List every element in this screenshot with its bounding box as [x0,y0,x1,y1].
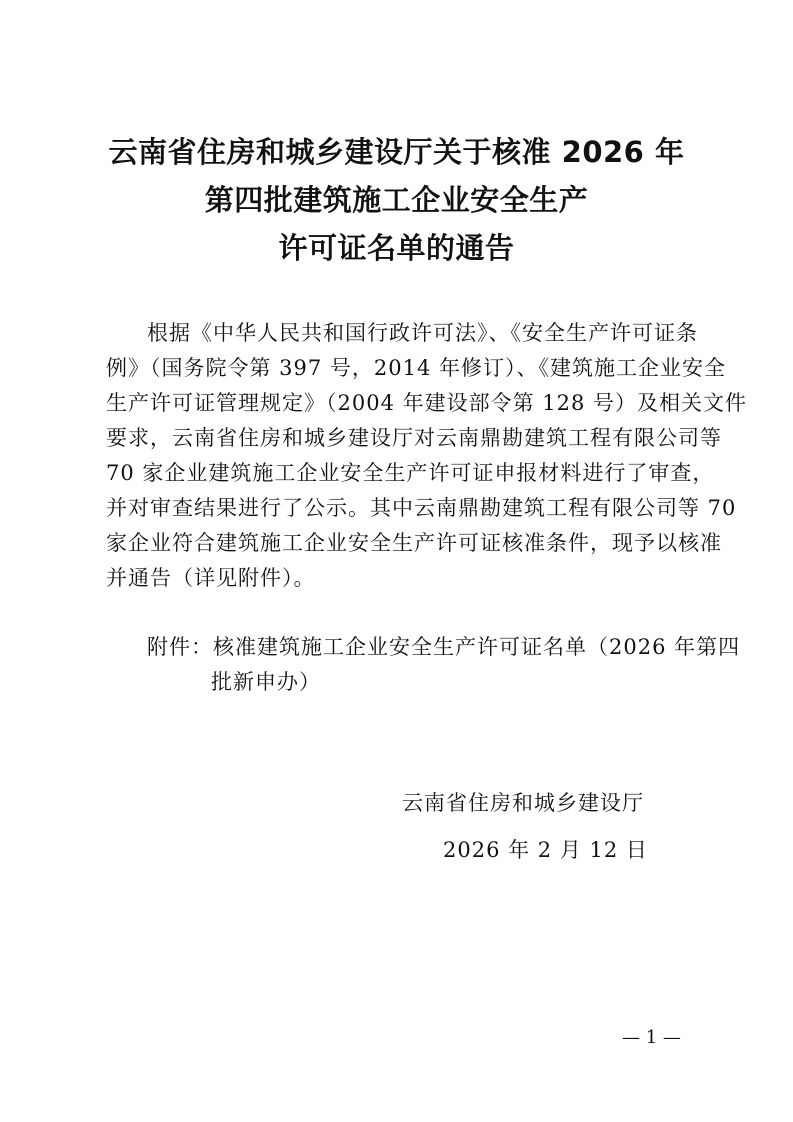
title-line-1: 云南省住房和城乡建设厅关于核准 2026 年 [108,135,685,169]
body-line-3: 生产许可证管理规定》（2004 年建设部令第 128 号）及相关文件 [106,391,748,415]
page-number: — 1 — [622,1027,681,1048]
body-line-6: 并对审查结果进行了公示。其中云南鼎勘建筑工程有限公司等 70 [106,496,737,520]
body-line-1: 根据《中华人民共和国行政许可法》、《安全生产许可证条 [147,321,698,345]
body-line-8: 并通告（详见附件）。 [106,566,316,590]
title-line-3: 许可证名单的通告 [278,231,515,265]
attachment-line-1: 附件：核准建筑施工企业安全生产许可证名单（2026 年第四 [147,635,741,659]
signature-date: 2026 年 2 月 12 日 [443,838,648,862]
signature-organization: 云南省住房和城乡建设厅 [402,791,644,815]
body-line-4: 要求，云南省住房和城乡建设厅对云南鼎勘建筑工程有限公司等 [106,426,722,450]
body-line-5: 70 家企业建筑施工企业安全生产许可证申报材料进行了审查， [106,461,715,485]
body-line-2: 例》（国务院令第 397 号，2014 年修订）、《建筑施工企业安全 [106,356,727,380]
body-line-7: 家企业符合建筑施工企业安全生产许可证核准条件，现予以核准 [106,531,722,555]
title-line-2: 第四批建筑施工企业安全生产 [204,183,589,217]
attachment-line-2: 批新申办） [211,670,321,694]
